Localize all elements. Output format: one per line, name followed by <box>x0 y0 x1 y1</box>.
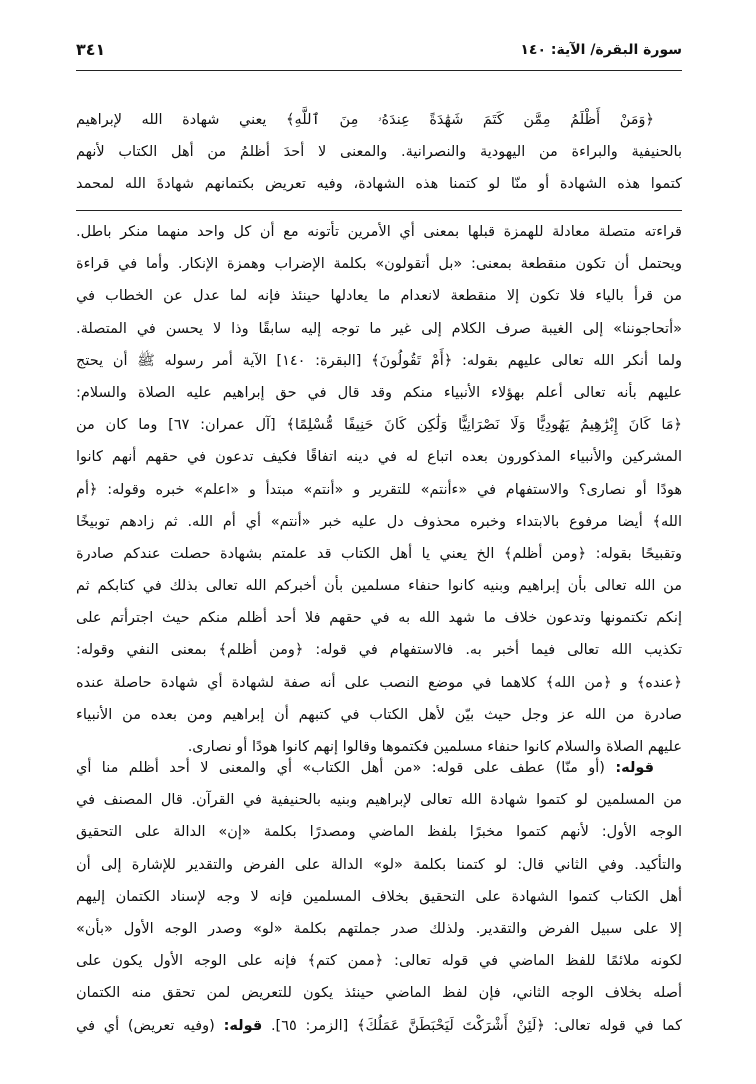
text-line: ويحتمل أن تكون منقطعة بمعنى: «بل أتقولون» بكلمة الإضراب وهمزة الإنكار. وأما في قراءة <box>76 256 682 273</box>
text-line: من قرأ بالياء فلا تكون إلا منقطعة لانعدام ما يعادلها حينئذ فإنه لما عدل عن الخطاب في <box>76 288 682 305</box>
commentary-text <box>76 216 682 763</box>
text-line: أصله بخلاف الوجه الثاني، فإن لفظ الماضي حينئذ يكون للتعريض لمن تحقق منه الكتمان <box>76 985 682 1002</box>
text-line: والتأكيد. وفي الثاني قال: لو كتمنا بكلمة «لو» الدالة على الفرض والتقدير للإشارة إلى أن <box>76 856 682 873</box>
qawluhu-label: قوله: <box>615 760 654 776</box>
text-line: أهل الكتاب كتموا الشهادة على التحقيق بخلاف المسلمين فإنه لا وجه لإسناد الكتمان إليهم <box>76 888 682 905</box>
text-line: لكونه ملائمًا للفظ الماضي في قوله تعالى: ﴿ممن كتم﴾ فإنه على الوجه الأول يكون على <box>76 953 682 970</box>
text-line: كتموا هذه الشهادة أو منّا لو كتمنا هذه الشهادة، وفيه تعريض بكتمانهم شهادةَ الله لمحمد <box>76 176 682 193</box>
text-line: بالحنيفية والبراءة من اليهودية والنصرانية. والمعنى لا أحدَ أظلمُ من أهل الكتاب لأنهم <box>76 144 682 161</box>
text-line: ﴿عنده﴾ و ﴿من الله﴾ كلاهما في موضع النصب على أنه صفة لشهادة أي شهادة حاصلة عنده <box>76 674 682 691</box>
text-line: عليهم بأنه تعالى أعلم بهؤلاء الأنبياء منكم وقد قال في حق إبراهيم عليه الصلاة والسلام: <box>76 384 682 401</box>
line-text: كما في قوله تعالى: ﴿لَئِنْ أَشْرَكْتَ لَيَحْبَطَنَّ عَمَلُكَ﴾ [الزمر: ٦٥]. <box>262 1017 683 1034</box>
text-line: ﴿مَا كَانَ إِبْرَٰهِيمُ يَهُودِيًّا وَلَا نَصْرَانِيًّا وَلَٰكِن كَانَ حَنِيفًا مُّسْلِمًا﴾ [آل عمران: ٦٧] وما كان من <box>76 417 682 434</box>
text-line: ولما أنكر الله تعالى عليهم بقوله: ﴿أَمْ تَقُولُونَ﴾ [البقرة: ١٤٠] الآية أمر رسوله ﷺ أن يحتج <box>76 352 683 369</box>
text-line: «أتحاجوننا» إلى الغيبة صرف الكلام إلى غير ما توجه إليه سابقًا وذا لا يحسن في المتصلة. <box>76 320 682 337</box>
commentary-notes <box>76 752 682 1042</box>
text-line <box>76 1010 682 1042</box>
text-line: الله﴾ أيضا مرفوع بالابتداء وخبره محذوف دل عليه خبر «أنتم» أي أم الله. ثم زادهم توبيخًا <box>76 513 682 530</box>
text-line: ﴿وَمَنْ أَظْلَمُ مِمَّن كَتَمَ شَهَٰدَةً عِندَهُۥ مِنَ ٱللَّهِ﴾ يعني شهادة الله لإبراهيم <box>76 112 654 128</box>
text-line: وتقبيحًا بقوله: ﴿ومن أظلم﴾ الخ يعني يا أهل الكتاب قد علمتم بشهادة حصلت عندكم صادرة <box>76 545 682 562</box>
main-text <box>76 104 682 201</box>
text-line: تكذيب الله تعالى فيما أخبر به. فالاستفهام في قوله: ﴿ومن أظلم﴾ بمعنى النفي وقوله: <box>76 642 682 659</box>
text-line: عليهم الصلاة والسلام كانوا حنفاء مسلمين فكتموها وقالوا إنهم كانوا هودًا أو نصارى. <box>187 739 682 755</box>
page-header <box>76 40 682 66</box>
text-line: هودًا أو نصارى؟ والاستفهام في «ءأنتم» للتقرير و «أنتم» مبتدأ و «اعلم» خبره وقوله: ﴿أم <box>76 481 682 498</box>
text-line: المشركين والأنبياء المذكورون بعده اتباع له في دينه اتفاقًا فكيف تدعون في حقهم أنهم كانوا <box>76 449 682 466</box>
text-line: إنكم تكتمونها وتدعون خلاف ما شهد الله به في حقهم فلا أحد أظلم منكم حيث اجترأتم على <box>76 610 682 627</box>
text-line: صادرة من الله عز وجل حيث بيّن لأهل الكتاب في كتبهم أن إبراهيم ومن بعده من الأنبياء <box>76 706 682 723</box>
line-text: (أو منّا) عطف على قوله: «من أهل الكتاب» أي والمعنى لا أحد أظلم منا أي <box>76 760 616 776</box>
text-line: من المسلمين لو كتموا شهادة الله تعالى لإبراهيم وبنيه بالحنيفية في القرآن. قال المصنف في <box>76 792 682 809</box>
section-divider <box>76 210 682 211</box>
text-line: إلا على سبيل الفرض والتقدير. ولذلك صدر جملتهم بكلمة «لو» وصدر الوجه الأول «بأن» <box>76 920 682 937</box>
line-text: (وفيه تعريض) أي في <box>76 1017 224 1034</box>
qawluhu-label: قوله: <box>223 1017 263 1034</box>
text-line: الوجه الأول: لأنهم كتموا مخبرًا بلفظ الماضي ومصدرًا بكلمة «إن» الدالة على التحقيق <box>76 824 682 841</box>
page-number: ٣٤١ <box>76 40 106 59</box>
text-line <box>76 752 682 784</box>
text-line: من الله تعالى بأن إبراهيم وبنيه كانوا حنفاء مسلمين بأن أخبركم الله تعالى بذلك في كتابكم ثم <box>76 578 682 595</box>
surah-reference: سورة البقرة/ الآية: ١٤٠ <box>520 42 682 58</box>
header-rule <box>76 70 682 71</box>
text-line: قراءته متصلة معادلة للهمزة قبلها بمعنى أي الأمرين تأتونه مع أن كل واحد منهما منكر باطل. <box>76 224 682 240</box>
